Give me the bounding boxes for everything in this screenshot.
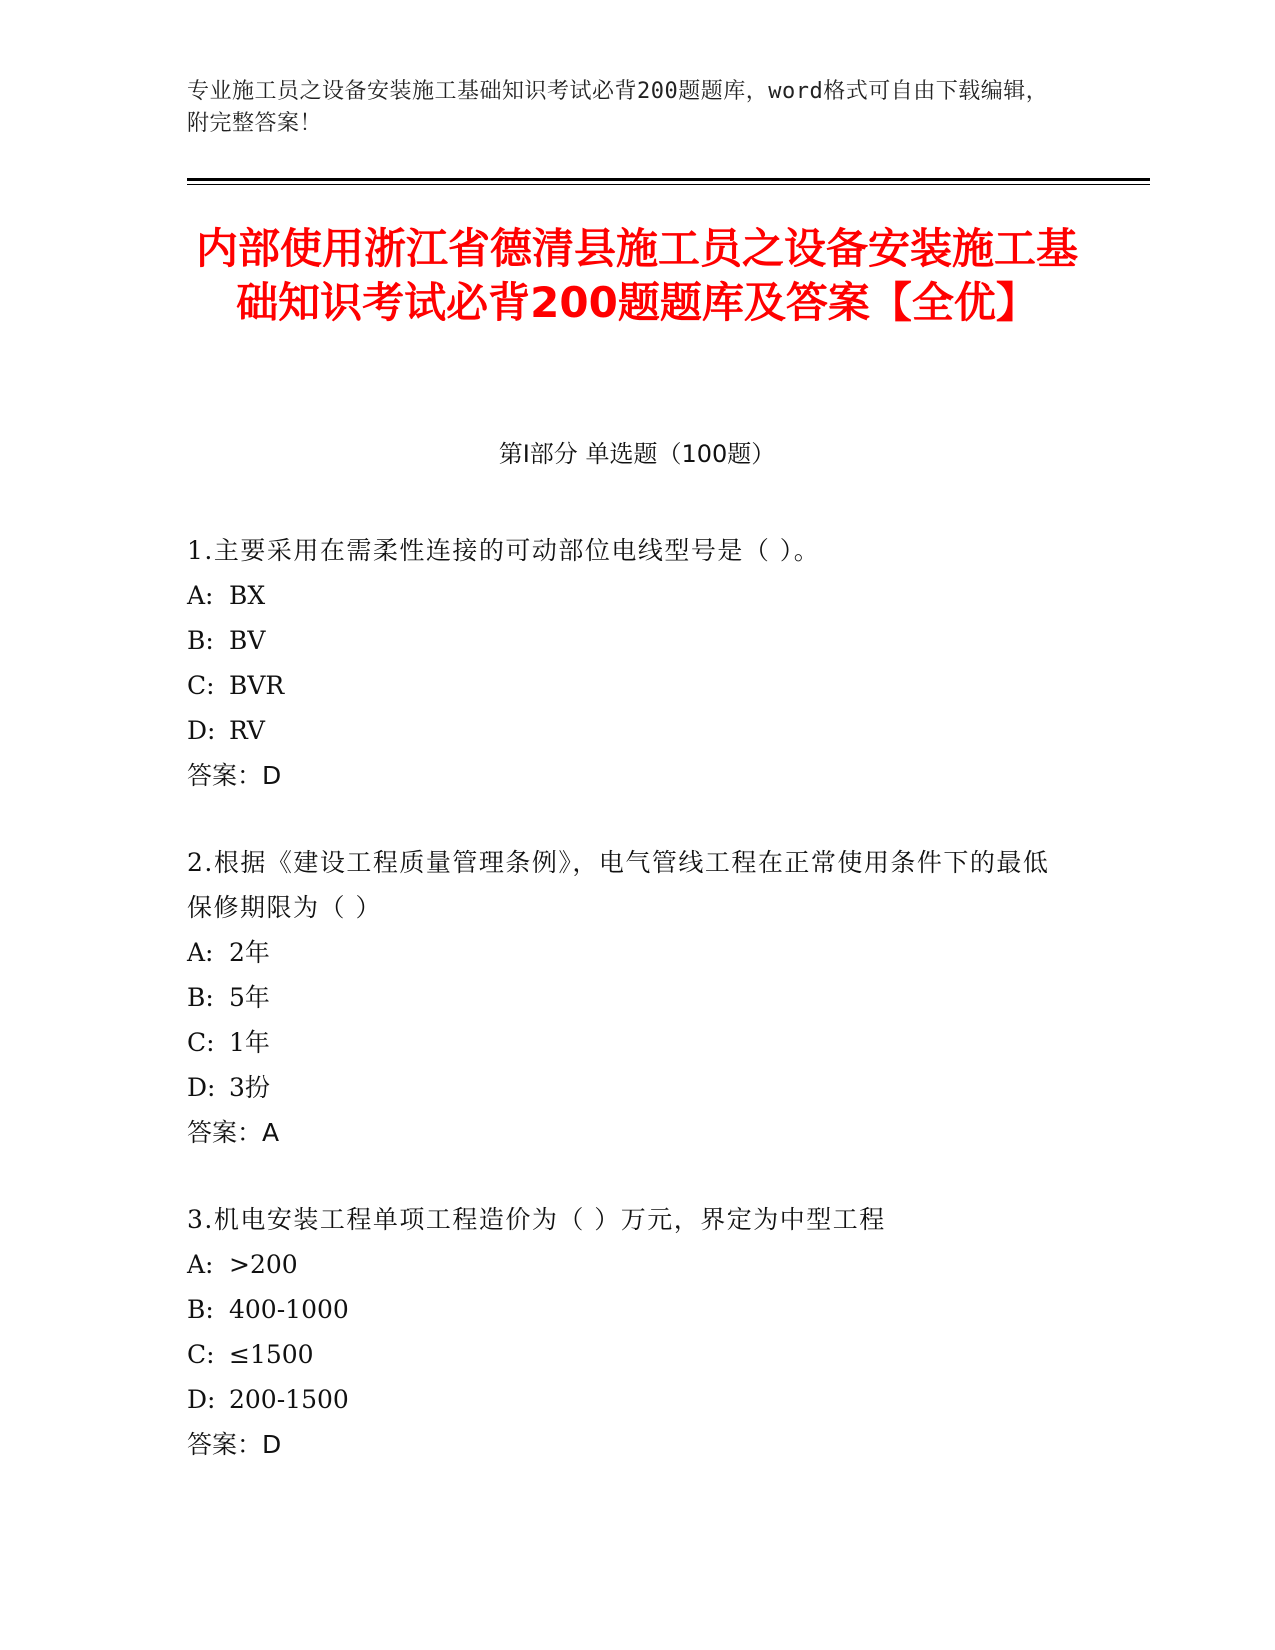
question-option bbox=[187, 1287, 1067, 1332]
option-letter: A: bbox=[187, 938, 214, 967]
option-text: 1年 bbox=[229, 1028, 270, 1057]
header-divider-thick bbox=[187, 178, 1150, 181]
answer-prefix: 答案： bbox=[187, 1118, 263, 1147]
answer-prefix: 答案： bbox=[187, 761, 263, 790]
question-answer bbox=[187, 753, 1067, 798]
option-letter: D: bbox=[187, 1385, 216, 1414]
question-option bbox=[187, 975, 1067, 1020]
question-item bbox=[187, 840, 1067, 1155]
question-option bbox=[187, 708, 1067, 753]
option-letter: C: bbox=[187, 1340, 215, 1369]
answer-value: D bbox=[262, 761, 282, 790]
option-letter: A: bbox=[187, 581, 214, 610]
option-text: >200 bbox=[229, 1250, 298, 1279]
option-text: 2年 bbox=[229, 938, 270, 967]
option-text: ≤1500 bbox=[229, 1340, 314, 1369]
question-option bbox=[187, 1242, 1067, 1287]
option-letter: B: bbox=[187, 1295, 214, 1324]
question-option bbox=[187, 1377, 1067, 1422]
option-letter: D: bbox=[187, 716, 216, 745]
option-letter: D: bbox=[187, 1073, 216, 1102]
question-stem: 3.机电安装工程单项工程造价为（ ）万元，界定为中型工程 bbox=[187, 1205, 886, 1234]
question-stem: 2.根据《建设工程质量管理条例》，电气管线工程在正常使用条件下的最低保修期限为（ ） bbox=[187, 848, 1050, 922]
option-letter: A: bbox=[187, 1250, 214, 1279]
answer-value: D bbox=[262, 1430, 282, 1459]
header-divider-thin bbox=[187, 184, 1150, 185]
question-answer bbox=[187, 1110, 1067, 1155]
option-letter: C: bbox=[187, 671, 215, 700]
option-text: 200-1500 bbox=[229, 1385, 349, 1414]
question-option bbox=[187, 573, 1067, 618]
option-text: 3扮 bbox=[229, 1073, 270, 1102]
option-text: BX bbox=[229, 581, 266, 610]
option-letter: B: bbox=[187, 983, 214, 1012]
option-letter: C: bbox=[187, 1028, 215, 1057]
option-text: BVR bbox=[229, 671, 285, 700]
question-item bbox=[187, 528, 1067, 798]
section-heading: 第Ⅰ部分 单选题（100题） bbox=[498, 440, 776, 468]
answer-prefix: 答案： bbox=[187, 1430, 263, 1459]
question-list bbox=[187, 528, 1067, 1509]
option-letter: B: bbox=[187, 626, 214, 655]
question-option bbox=[187, 618, 1067, 663]
question-option bbox=[187, 663, 1067, 708]
question-option bbox=[187, 1020, 1067, 1065]
option-text: RV bbox=[229, 716, 265, 745]
question-option bbox=[187, 1065, 1067, 1110]
question-option bbox=[187, 1332, 1067, 1377]
question-item bbox=[187, 1197, 1067, 1467]
document-title: 内部使用浙江省德清县施工员之设备安装施工基础知识考试必背200题题库及答案【全优】 bbox=[195, 224, 1078, 327]
option-text: 5年 bbox=[229, 983, 270, 1012]
question-stem: 1.主要采用在需柔性连接的可动部位电线型号是（ ）。 bbox=[187, 536, 821, 565]
question-answer bbox=[187, 1422, 1067, 1467]
question-option bbox=[187, 930, 1067, 975]
answer-value: A bbox=[262, 1118, 280, 1147]
document-header-note: 专业施工员之设备安装施工基础知识考试必背200题题库，word格式可自由下载编辑，附完整答案！ bbox=[187, 79, 1049, 136]
option-text: BV bbox=[229, 626, 266, 655]
option-text: 400-1000 bbox=[229, 1295, 349, 1324]
